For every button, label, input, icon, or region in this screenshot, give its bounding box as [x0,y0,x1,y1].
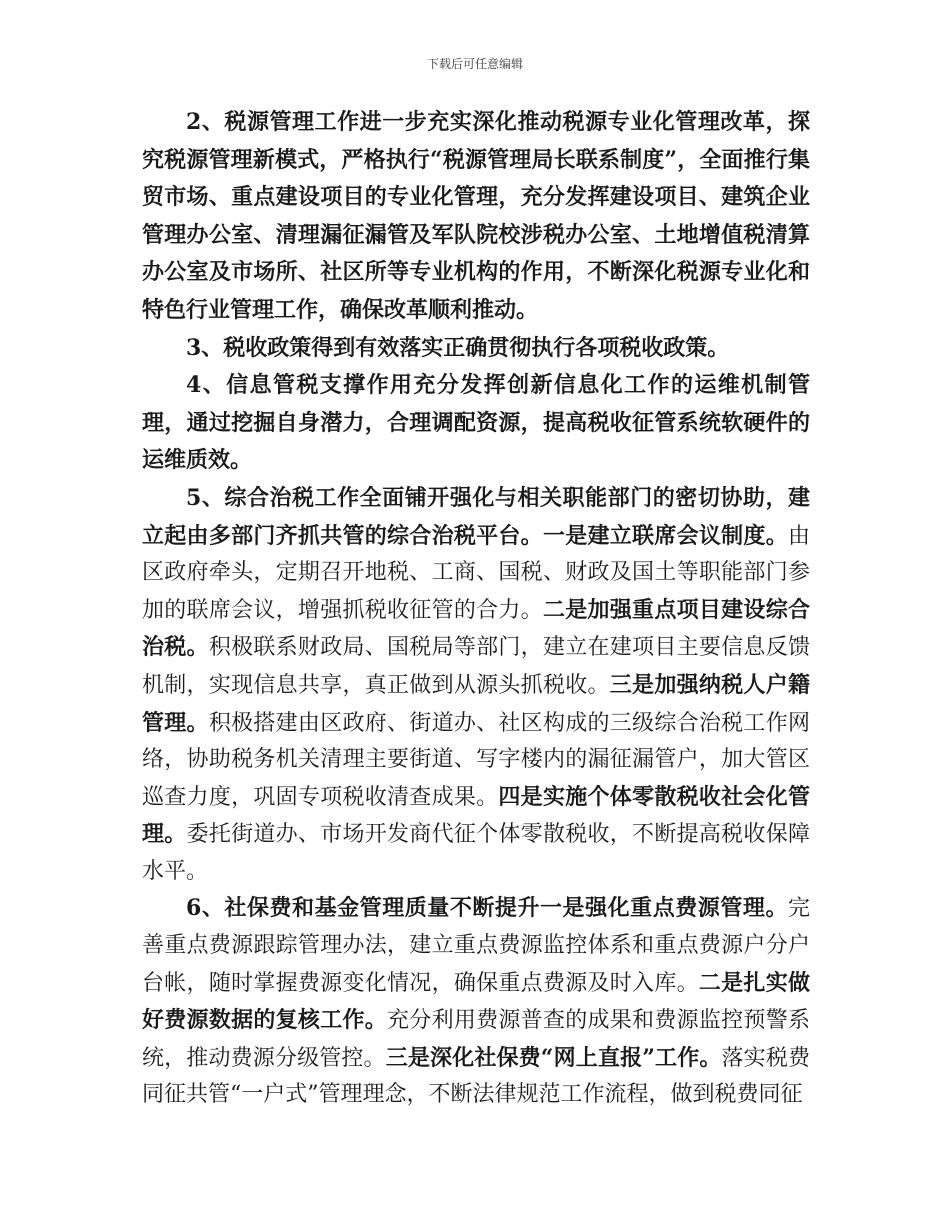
paragraph-5-body-1: 由区政府牵头，定期召开地税、工商、国税、财政及国土等职能部门参加的联席会议，增强抓税收征管的合力。 [142,523,810,623]
paragraph-5-point-4: 四是实施个体零散税收社会化管理。 [142,783,810,848]
paragraph-5-body-2: 积极联系财政局、国税局等部门，建立在建项目主要信息反馈机制，实现信息共享，真正做到从源头抓税收。 [142,635,810,698]
paragraph-4 [142,367,810,480]
paragraph-5 [142,480,810,891]
paragraph-5-point-2: 二是加强重点项目建设综合治税。 [142,596,810,661]
paragraph-2 [142,104,810,330]
document-body [142,104,810,1114]
paragraph-2-text: 2、税源管理工作进一步充实深化推动税源专业化管理改革，探究税源管理新模式，严格执行“税源管理局长联系制度”，全面推行集贸市场、重点建设项目的专业化管理，充分发挥建设项目、建筑企业管理办公室、清理漏征漏管及军队院校涉税办公室、土地增值税清算办公室及市场所、社区所等专业机构的作用，不断深化税源专业化和特色行业管理工作，确保改革顺利推动。 [142,109,810,323]
paragraph-6-point-3: 三是深化社保费“网上直报”工作。 [385,1044,722,1071]
paragraph-5-body-3: 积极搭建由区政府、街道办、社区构成的三级综合治税工作网络，协助税务机关清理主要街道、写字楼内的漏征漏管户，加大管区巡查力度，巩固专项税收清查成果。 [142,710,810,810]
paragraph-6 [142,890,810,1114]
page-header: 下载后可任意编辑 [426,57,523,71]
paragraph-6-heading: 6、社保费和基金管理质量不断提升一是强化重点费源管理。 [186,895,788,922]
paragraph-6-point-2: 二是扎实做好费源数据的复核工作。 [142,969,810,1034]
paragraph-4-text: 4、信息管税支撑作用充分发挥创新信息化工作的运维机制管理，通过挖掘自身潜力，合理调配资源，提高税收征管系统软硬件的运维质效。 [142,372,810,474]
paragraph-3 [142,330,810,368]
paragraph-3-text: 3、税收政策得到有效落实正确贯彻执行各项税收政策。 [186,334,730,361]
paragraph-5-point-3: 三是加强纳税人户籍管理。 [142,671,810,736]
paragraph-6-body-2: 充分利用费源普查的成果和费源监控预警系统，推动费源分级管控。 [142,1008,810,1071]
paragraph-5-body-4: 委托街道办、市场开发商代征个体零散税收，不断提高税收保障水平。 [142,822,810,884]
paragraph-5-heading: 5、综合治税工作全面铺开强化与相关职能部门的密切协助，建立起由多部门齐抓共管的综合治税平台。一是建立联席会议制度。 [142,484,810,549]
paragraph-6-body-1: 完善重点费源跟踪管理办法，建立重点费源监控体系和重点费源户分户台帐，随时掌握费源变化情况，确保重点费源及时入库。 [142,896,810,996]
paragraph-6-body-3: 落实税费同征共管“一户式”管理理念，不断法律规范工作流程，做到税费同征 [142,1045,810,1108]
